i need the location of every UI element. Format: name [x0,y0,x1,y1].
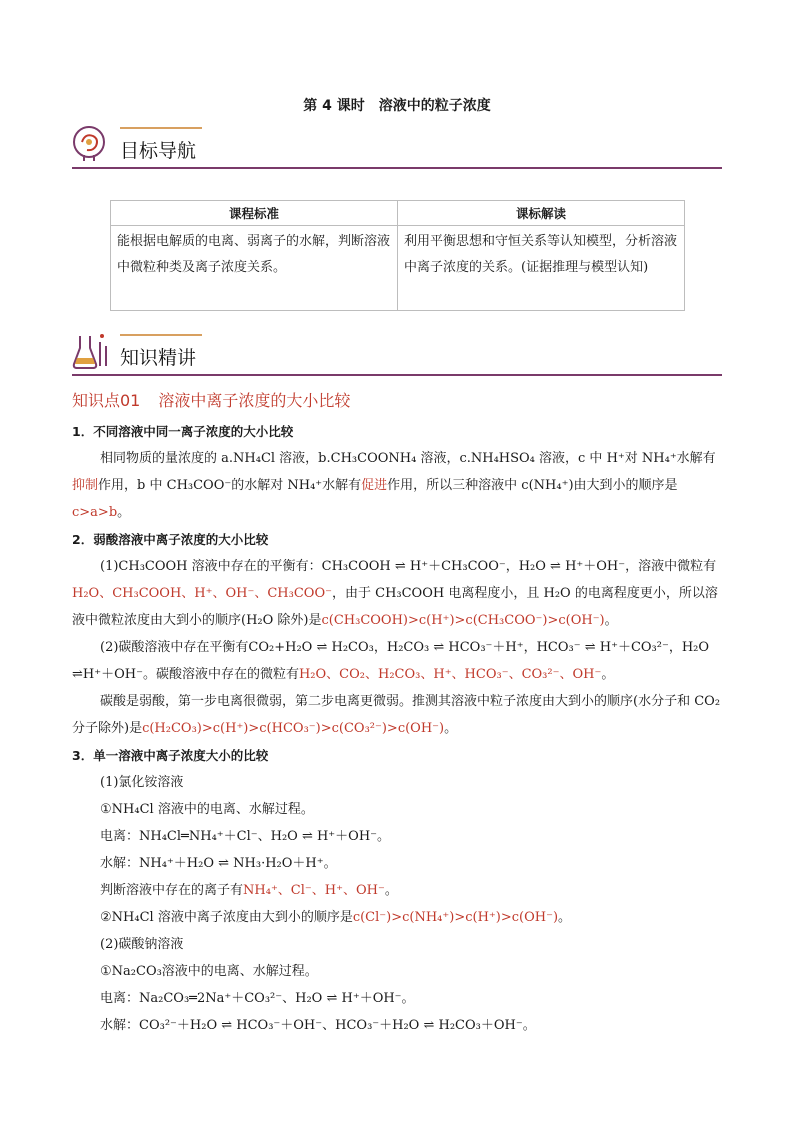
text: 。 [601,667,615,682]
answer-text: c(H₂CO₃)>c(H⁺)>c(HCO₃⁻)>c(CO₃²⁻)>c(OH⁻) [142,721,445,736]
text: 。 [117,505,131,520]
section-title-knowledge: 知识精讲 [120,347,197,369]
flask-icon [72,332,110,370]
line: ①Na₂CO₃溶液中的电离、水解过程。 [100,964,318,979]
answer-text: 制 [85,478,99,493]
table-header-interpretation: 课标解读 [398,201,685,226]
text: ，由于 CH₃COOH 电离程度小，且 H₂O 的电离程度更小，所以 [331,586,705,601]
text: H⁺＋OH⁻。碳酸溶液中存在的微粒有 [82,667,299,682]
table-cell-interpretation: 利用平衡思想和守恒关系等认知模型，分析溶液中离子浓度的关系。(证据推理与模型认知) [398,226,685,311]
text: 作用，b 中 CH₃COO⁻的水解对 NH₄⁺水解有 [98,478,362,493]
answer-text: NH₄⁺、Cl⁻、H⁺、OH⁻ [243,883,385,898]
line: 电离：NH₄Cl═NH₄⁺＋Cl⁻、H₂O ⇌ H⁺＋OH⁻。 [100,829,391,844]
paragraph-3 [72,634,724,688]
knowledge-point-title: 溶液中离子浓度的大小比较 [158,391,351,410]
text: 溶液中微粒浓度由大到小的顺序(H₂O 除外)是 [72,586,718,628]
text: (2)碳酸溶液中存在平衡有CO₂+H₂O ⇌ H₂CO₃，H₂CO₃ ⇌ HCO₃⁻＋H⁺，HCO₃⁻ ⇌ H⁺＋CO₃²⁻，H₂O ⇌ [72,640,710,682]
section-header-goals [72,125,722,165]
text: 。 [384,883,398,898]
text: 作用，所以三种溶液中 c(NH₄⁺)由大到小的顺序是 [387,478,678,493]
brain-gear-icon [72,125,110,163]
knowledge-point-heading [72,388,350,411]
text: 。 [444,721,458,736]
text: ②NH₄Cl 溶液中离子浓度由大到小的顺序是 [100,910,353,925]
text: 碳酸是弱酸，第一步电离很微弱，第二步电离更微弱。推测其溶液中粒子浓度由大到小的顺序(水分子 [100,694,678,709]
text: 。 [604,613,618,628]
table-header-standard: 课程标准 [111,201,398,226]
paragraph-1 [72,445,724,526]
answer-text: c(CH₃COOH)>c(H⁺)>c(CH₃COO⁻)>c(OH⁻) [321,613,605,628]
table-cell-standard: 能根据电解质的电离、弱离子的水解，判断溶液中微粒种类及离子浓度关系。 [111,226,398,311]
answer-text: H₂O、CH₃COOH、H⁺、OH⁻、CH₃COO⁻ [72,586,332,601]
line [72,877,724,904]
line [72,904,724,931]
text: 相同物质的量浓度的 a.NH₄Cl 溶液，b.CH₃COONH₄ 溶液，c.NH₄HSO₄ 溶液，c 中 H⁺对 NH₄⁺水解有 [100,451,716,466]
answer-text: c(Cl⁻)>c(NH₄⁺)>c(H⁺)>c(OH⁻) [352,910,559,925]
text: 。 [558,910,572,925]
answer-text: 促进 [361,478,388,493]
section-title-goals: 目标导航 [120,140,197,162]
line: 电离：Na₂CO₃═2Na⁺＋CO₃²⁻、H₂O ⇌ H⁺＋OH⁻。 [100,991,415,1006]
heading-2: 2．弱酸溶液中离子浓度的大小比较 [72,532,269,547]
answer-text: H₂O、CO₂、H₂CO₃、H⁺、HCO₃⁻、CO₃²⁻、OH⁻ [298,667,602,682]
paragraph-2 [72,553,724,634]
paragraph-4 [72,688,724,742]
text: 有 [703,559,717,574]
page-title: 第 4 课时 溶液中的粒子浓度 [303,98,491,114]
section-header-knowledge [72,332,722,372]
line: 水解：CO₃²⁻＋H₂O ⇌ HCO₃⁻＋OH⁻、HCO₃⁻＋H₂O ⇌ H₂CO₃＋OH⁻。 [100,1018,536,1033]
answer-text: c>a>b [72,505,118,520]
curriculum-table [110,200,685,311]
content-body [72,418,724,1039]
line: 水解：NH₄⁺＋H₂O ⇌ NH₃·H₂O＋H⁺。 [100,856,337,871]
text: 判断溶液中存在的离子有 [100,883,244,898]
line: ①NH₄Cl 溶液中的电离、水解过程。 [100,802,314,817]
subsection-title-1: (1)氯化铵溶液 [100,775,184,790]
text: 和 CO₂分子除外)是 [72,694,721,736]
heading-3: 3．单一溶液中离子浓度大小的比较 [72,748,269,763]
subsection-title-2: (2)碳酸钠溶液 [100,937,184,952]
answer-text: 抑 [72,478,86,493]
knowledge-point-number: 知识点01 [72,391,141,410]
heading-1: 1．不同溶液中同一离子浓度的大小比较 [72,424,294,439]
text: (1)CH₃COOH 溶液中存在的平衡有：CH₃COOH ⇌ H⁺＋CH₃COO⁻，H₂O ⇌ H⁺＋OH⁻，溶液中微粒 [100,559,704,574]
